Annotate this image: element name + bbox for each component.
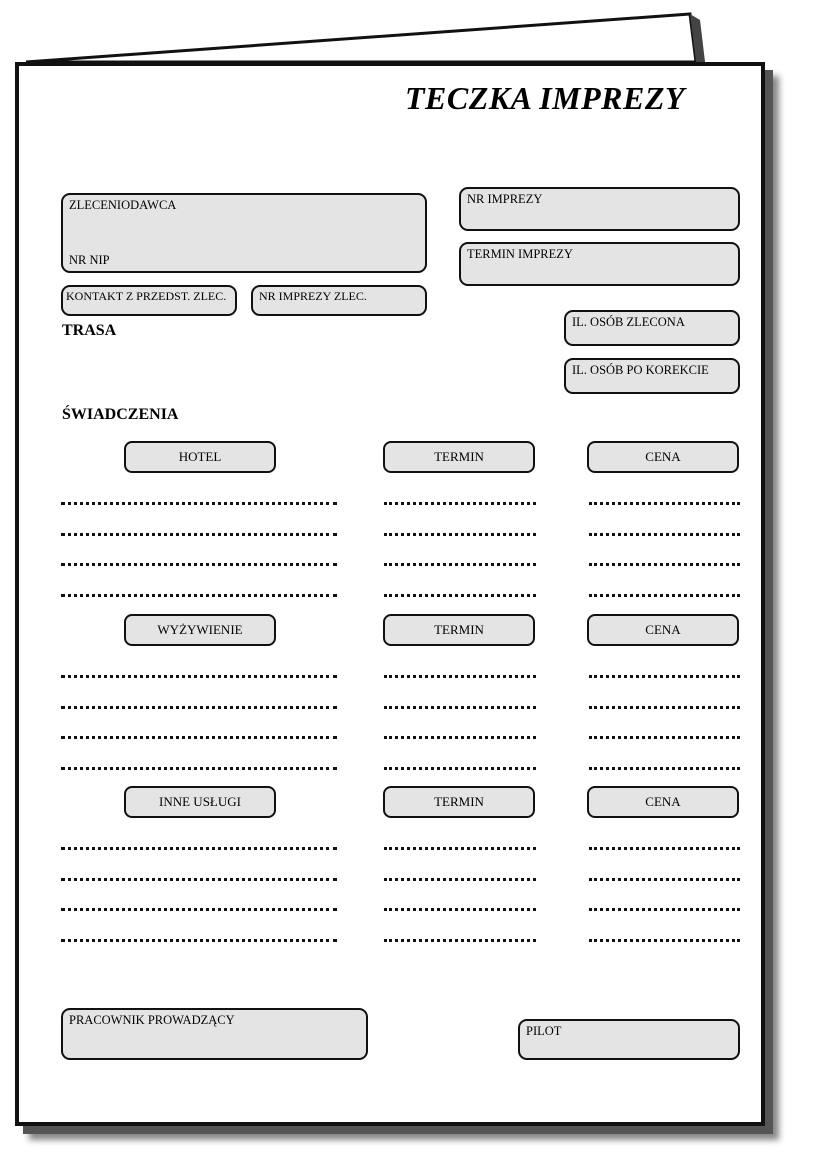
dotted-line-termin[interactable]: [384, 767, 536, 770]
dotted-line-termin[interactable]: [384, 736, 536, 739]
nr-imprezy-zlec-field[interactable]: [251, 285, 427, 316]
dotted-line-cena[interactable]: [589, 706, 740, 709]
dotted-line-name[interactable]: [61, 736, 337, 739]
il-osob-zlecona-label: IL. OSÓB ZLECONA: [572, 315, 685, 329]
dotted-line-cena[interactable]: [589, 502, 740, 505]
dotted-line-termin[interactable]: [384, 908, 536, 911]
dotted-line-cena[interactable]: [589, 847, 740, 850]
swiadczenia-heading: ŚWIADCZENIA: [62, 406, 179, 423]
kontakt-field[interactable]: [61, 285, 237, 316]
nr-imprezy-field[interactable]: [459, 187, 740, 231]
il-osob-po-korekcie-field[interactable]: [564, 358, 740, 394]
trasa-heading: TRASA: [62, 322, 117, 339]
dotted-line-cena[interactable]: [589, 563, 740, 566]
dotted-line-name[interactable]: [61, 908, 337, 911]
pracownik-field[interactable]: [61, 1008, 368, 1060]
dotted-line-cena[interactable]: [589, 736, 740, 739]
pilot-field[interactable]: [518, 1019, 740, 1060]
dotted-line-name[interactable]: [61, 706, 337, 709]
termin-imprezy-label: TERMIN IMPREZY: [467, 247, 573, 261]
dotted-line-cena[interactable]: [589, 878, 740, 881]
hotel-header: HOTEL: [124, 441, 276, 473]
wyzywienie-header: WYŻYWIENIE: [124, 614, 276, 646]
page-title: TECZKA IMPREZY: [405, 80, 685, 116]
pilot-label: PILOT: [526, 1024, 562, 1038]
pracownik-label: PRACOWNIK PROWADZĄCY: [69, 1013, 235, 1027]
dotted-line-name[interactable]: [61, 847, 337, 850]
dotted-line-name[interactable]: [61, 594, 337, 597]
dotted-line-name[interactable]: [61, 939, 337, 942]
dotted-line-termin[interactable]: [384, 594, 536, 597]
kontakt-label: KONTAKT Z PRZEDST. ZLEC.: [66, 289, 227, 303]
nr-imprezy-zlec-label: NR IMPREZY ZLEC.: [259, 289, 367, 303]
dotted-line-cena[interactable]: [589, 767, 740, 770]
dotted-line-termin[interactable]: [384, 706, 536, 709]
inne-uslugi-header: INNE USŁUGI: [124, 786, 276, 818]
dotted-line-name[interactable]: [61, 878, 337, 881]
dotted-line-cena[interactable]: [589, 675, 740, 678]
nr-nip-label: NR NIP: [69, 253, 110, 267]
termin-imprezy-field[interactable]: [459, 242, 740, 286]
dotted-line-termin[interactable]: [384, 675, 536, 678]
dotted-line-name[interactable]: [61, 502, 337, 505]
dotted-line-termin[interactable]: [384, 878, 536, 881]
il-osob-zlecona-field[interactable]: [564, 310, 740, 346]
hotel-cena-header: CENA: [587, 441, 739, 473]
dotted-line-cena[interactable]: [589, 533, 740, 536]
dotted-line-termin[interactable]: [384, 502, 536, 505]
nr-imprezy-label: NR IMPREZY: [467, 192, 543, 206]
wyzywienie-termin-header: TERMIN: [383, 614, 535, 646]
dotted-line-termin[interactable]: [384, 533, 536, 536]
dotted-line-termin[interactable]: [384, 939, 536, 942]
dotted-line-cena[interactable]: [589, 908, 740, 911]
inne-uslugi-cena-header: CENA: [587, 786, 739, 818]
zleceniodawca-label: ZLECENIODAWCA: [69, 198, 177, 212]
dotted-line-name[interactable]: [61, 563, 337, 566]
inne-uslugi-termin-header: TERMIN: [383, 786, 535, 818]
dotted-line-termin[interactable]: [384, 847, 536, 850]
hotel-termin-header: TERMIN: [383, 441, 535, 473]
il-osob-po-korekcie-label: IL. OSÓB PO KOREKCIE: [572, 363, 709, 377]
dotted-line-name[interactable]: [61, 767, 337, 770]
dotted-line-cena[interactable]: [589, 594, 740, 597]
dotted-line-cena[interactable]: [589, 939, 740, 942]
wyzywienie-cena-header: CENA: [587, 614, 739, 646]
dotted-line-name[interactable]: [61, 533, 337, 536]
dotted-line-name[interactable]: [61, 675, 337, 678]
zleceniodawca-field[interactable]: [61, 193, 427, 273]
dotted-line-termin[interactable]: [384, 563, 536, 566]
